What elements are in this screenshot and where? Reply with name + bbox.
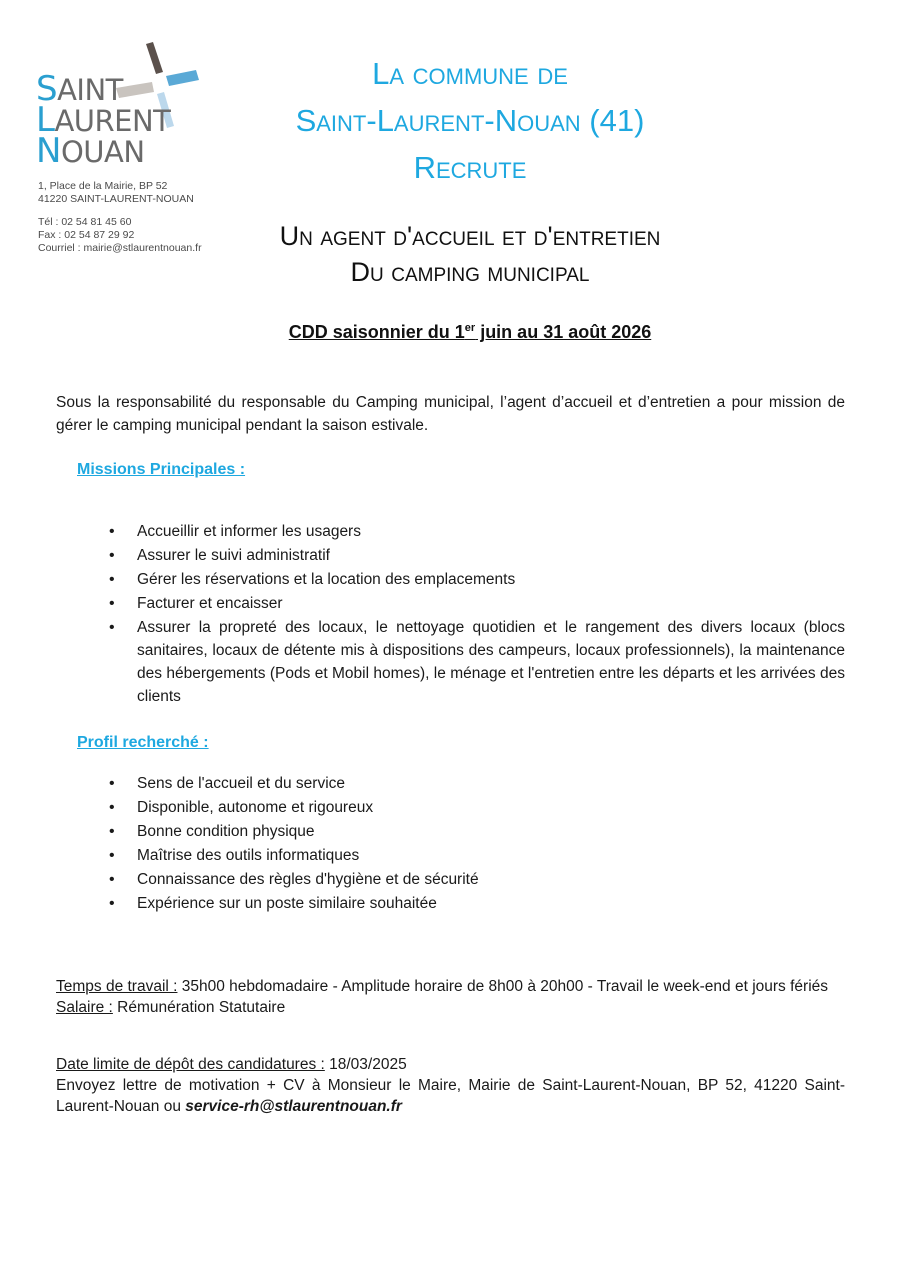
contract-period: CDD saisonnier du 1er juin au 31 août 2026 bbox=[288, 322, 652, 342]
list-item: • Bonne condition physique bbox=[107, 820, 845, 843]
headline-line-1: La commune de bbox=[372, 56, 568, 91]
temps-de-travail: Temps de travail : 35h00 hebdomadaire - Amplitude horaire de 8h00 à 20h00 - Travail le week-end et jours fériés bbox=[56, 978, 829, 995]
list-item: • Gérer les réservations et la location des emplacements bbox=[107, 568, 845, 591]
headline-line-3: Recrute bbox=[413, 150, 527, 185]
list-item: • Facturer et encaisser bbox=[107, 592, 845, 615]
logo-address bbox=[38, 180, 194, 206]
work-conditions bbox=[56, 976, 845, 1018]
missions-title: Missions Principales : bbox=[77, 461, 246, 478]
address-line-2: 41220 SAINT-LAURENT-NOUAN bbox=[38, 193, 194, 205]
application-info bbox=[56, 1054, 845, 1117]
courriel-line: Courriel : mairie@stlaurentnouan.fr bbox=[38, 242, 202, 254]
intro-paragraph: Sous la responsabilité du responsable du Camping municipal, l’agent d’accueil et d’entretien a pour mission de gérer le camping municipal pendant la saison estivale. bbox=[56, 394, 845, 434]
position-line-2: Du camping municipal bbox=[350, 257, 590, 287]
list-item: • Disponible, autonome et rigoureux bbox=[107, 796, 845, 819]
position-title bbox=[200, 218, 740, 290]
list-item: • Connaissance des règles d'hygiène et de sécurité bbox=[107, 868, 845, 891]
list-item: • Assurer la propreté des locaux, le nettoyage quotidien et le rangement des divers locaux (blocs sanitaires, locaux de détente mis à dispositions des campeurs, locaux professionnels), la maintenance des hébergements (Pods et Mobil homes), le ménage et l'entretien entre les départs et les arrivées des clients bbox=[107, 616, 845, 708]
list-item: • Assurer le suivi administratif bbox=[107, 544, 845, 567]
logo-wordmark: SAINT LAURENT NOUAN bbox=[36, 69, 171, 171]
deadline: Date limite de dépôt des candidatures : 18/03/2025 bbox=[56, 1056, 407, 1073]
headline-line-2: Saint-Laurent-Nouan (41) bbox=[295, 103, 645, 138]
list-item: • Maîtrise des outils informatiques bbox=[107, 844, 845, 867]
headline bbox=[250, 50, 690, 191]
profil-title: Profil recherché : bbox=[77, 734, 209, 751]
list-item: • Accueillir et informer les usagers bbox=[107, 520, 845, 543]
logo-contact bbox=[38, 216, 202, 255]
position-line-1: Un agent d'accueil et d'entretien bbox=[279, 221, 661, 251]
tel-line: Tél : 02 54 81 45 60 bbox=[38, 216, 132, 228]
missions-list bbox=[107, 520, 845, 709]
address-line-1: 1, Place de la Mairie, BP 52 bbox=[38, 180, 168, 192]
fax-line: Fax : 02 54 87 29 92 bbox=[38, 229, 135, 241]
list-item: • Expérience sur un poste similaire souhaitée bbox=[107, 892, 845, 915]
application-instructions: Envoyez lettre de motivation + CV à Monsieur le Maire, Mairie de Saint-Laurent-Nouan, BP 52, 41220 Saint-Laurent-Nouan ou service-rh@stlaurentnouan.fr bbox=[56, 1077, 845, 1115]
list-item: • Sens de l'accueil et du service bbox=[107, 772, 845, 795]
salaire: Salaire : Rémunération Statutaire bbox=[56, 999, 286, 1016]
hr-email-link[interactable]: service-rh@stlaurentnouan.fr bbox=[185, 1098, 402, 1115]
profil-list bbox=[107, 772, 845, 916]
